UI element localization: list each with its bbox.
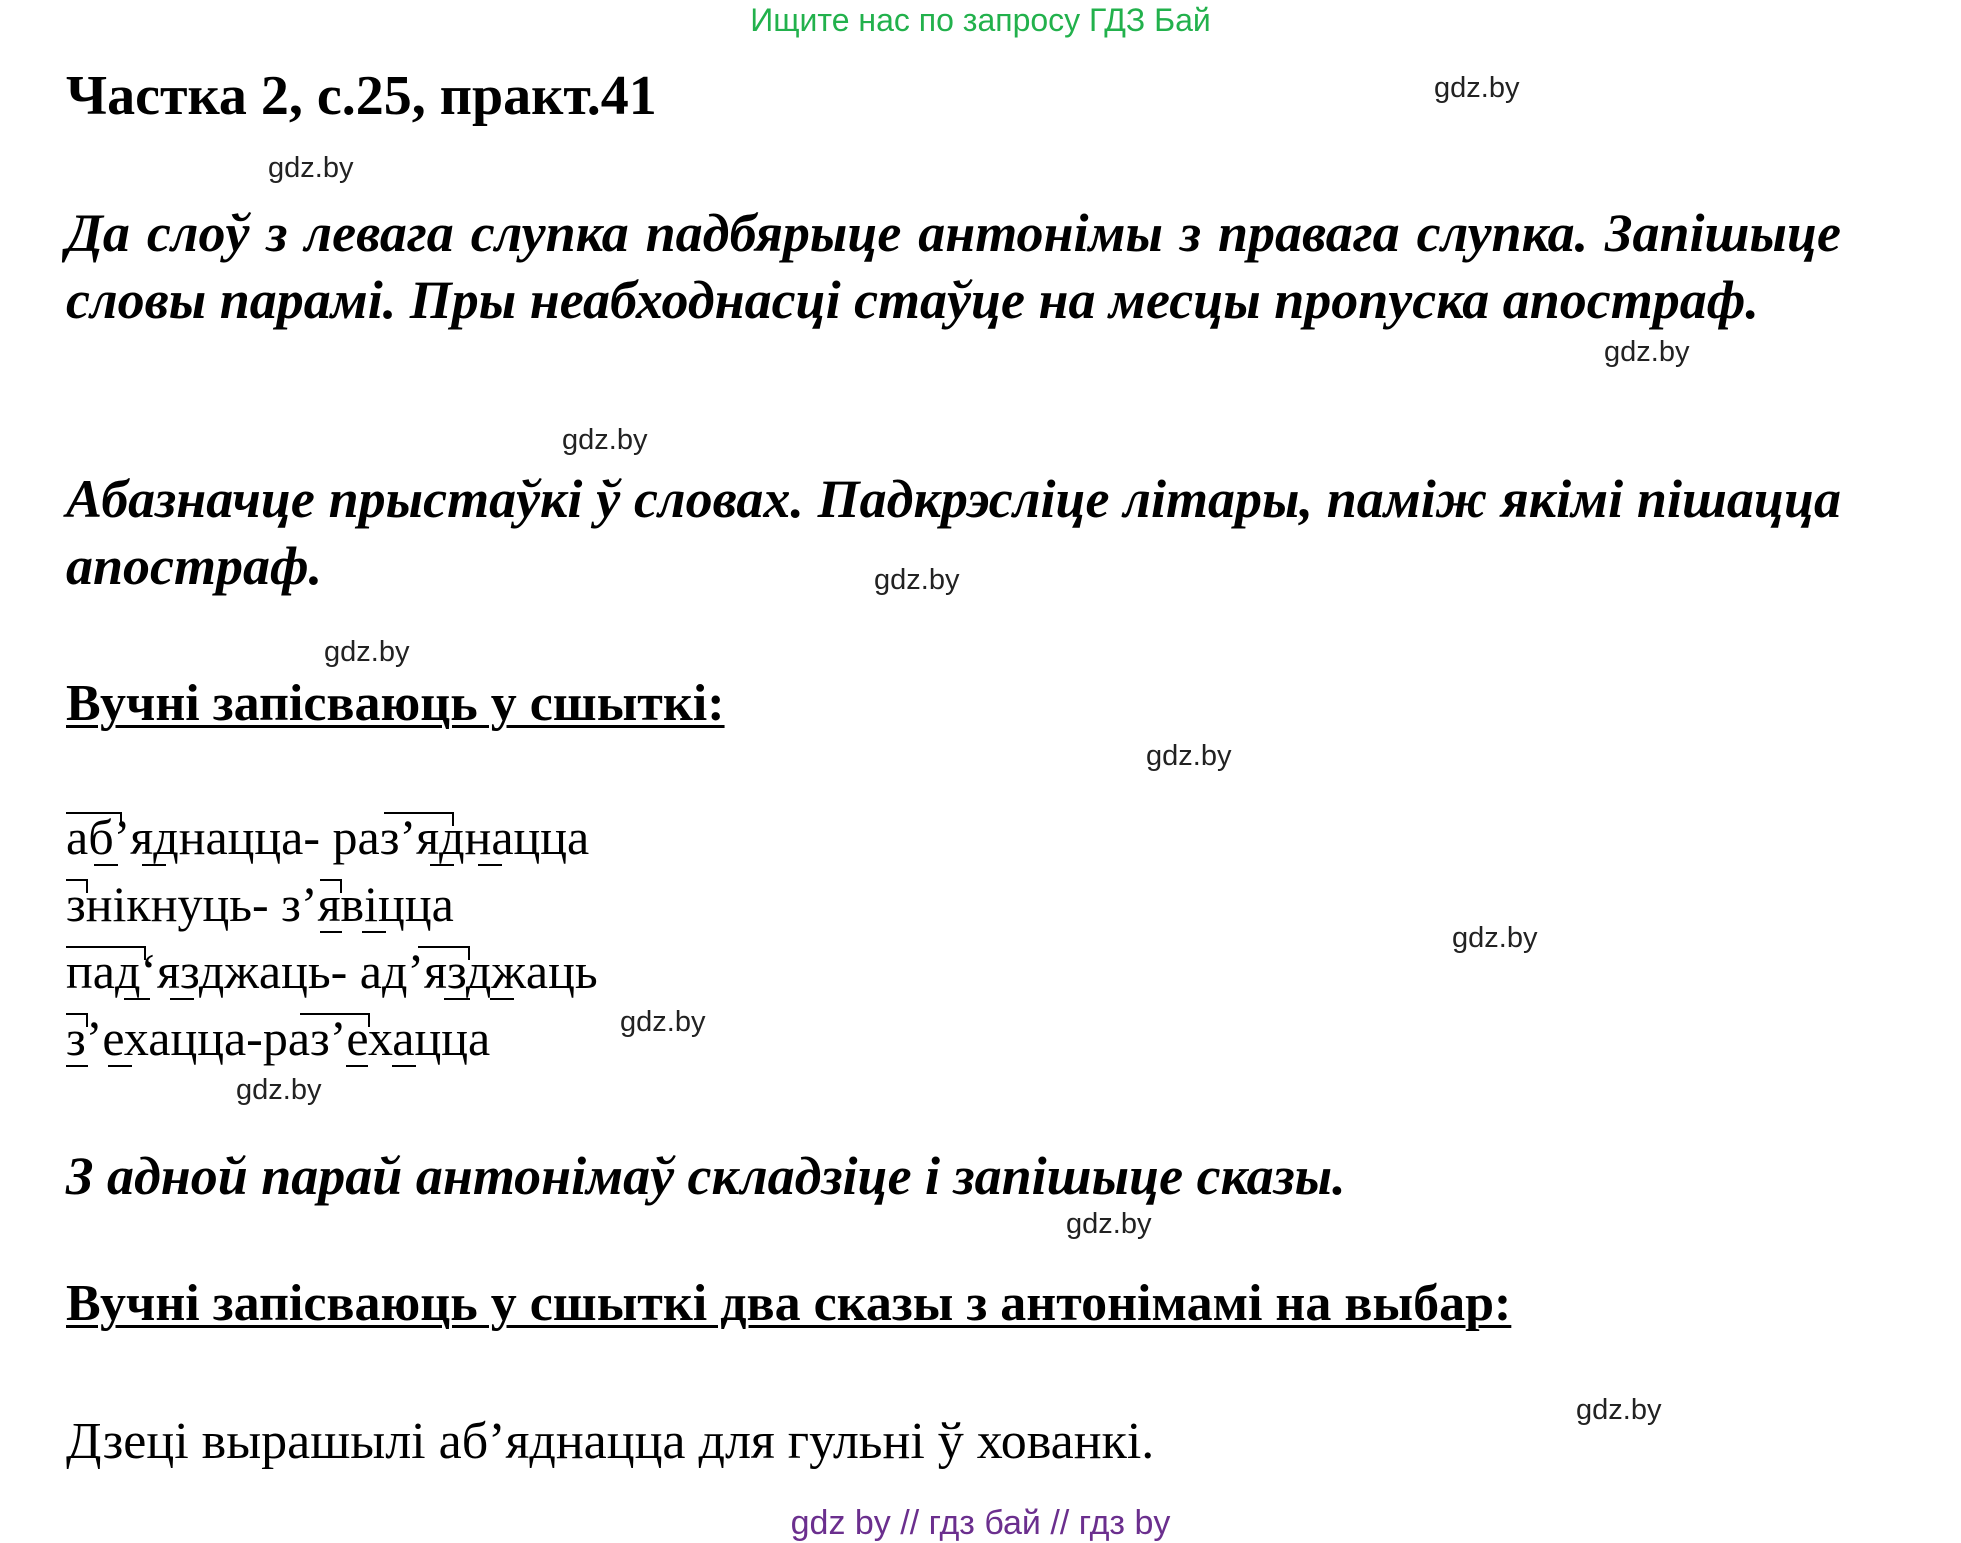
letter-underline [142, 864, 166, 866]
task-instruction-2: Абазначце прыстаўкі ў словах. Падкрэсліце літары, паміж якімі пішацца апостраф. [66, 469, 1841, 596]
task-instruction-3: З адной парай антонімаў складзіце і запішыце сказы. [66, 1146, 1346, 1206]
watermark: gdz.by [1146, 740, 1232, 772]
watermark: gdz.by [236, 1074, 322, 1106]
answer-sentence: Дзеці вырашылі аб’яднацца для гульні ў хованкі. [66, 1413, 1155, 1470]
watermark: gdz.by [1452, 922, 1538, 954]
letter-underline [170, 998, 194, 1000]
prefix-mark [418, 946, 470, 960]
word-pair-text: пад‘язджаць- ад’язджаць [66, 943, 598, 999]
letter-underline [444, 998, 470, 1000]
word-pair-2 [66, 871, 454, 938]
watermark: gdz.by [324, 636, 410, 668]
watermark: gdz.by [268, 152, 354, 184]
word-pair-text: знікнуць- з’явіцца [66, 876, 454, 932]
letter-underline [490, 998, 514, 1000]
prefix-mark [66, 946, 146, 960]
footer-watermark: gdz by // гдз бай // гдз by [790, 1504, 1171, 1542]
page-title: Частка 2, с.25, практ.41 [66, 65, 657, 127]
word-pair-text: з’ехацца-раз’ехацца [66, 1010, 491, 1066]
letter-underline [94, 864, 118, 866]
letter-underline [124, 998, 150, 1000]
letter-underline [478, 864, 502, 866]
answer-heading-1: Вучні запісваюць у сшыткі: [66, 675, 725, 732]
letter-underline [430, 864, 454, 866]
answer-heading-2: Вучні запісваюць у сшыткі два сказы з антонімамі на выбар: [66, 1275, 1512, 1332]
prefix-mark [384, 812, 454, 826]
word-pair-4 [66, 1005, 490, 1072]
letter-underline [66, 1065, 88, 1067]
letter-underline [320, 931, 342, 933]
letter-underline [392, 1065, 416, 1067]
watermark: gdz.by [1066, 1208, 1152, 1240]
watermark: gdz.by [1576, 1394, 1662, 1426]
search-banner: Ищите нас по запросу ГДЗ Бай [750, 2, 1211, 38]
letter-underline [346, 1065, 368, 1067]
word-pair-text: аб’яднацца- раз’яднацца [66, 809, 590, 865]
watermark: gdz.by [874, 564, 960, 596]
letter-underline [108, 1065, 132, 1067]
watermark: gdz.by [562, 424, 648, 456]
prefix-mark [66, 812, 122, 826]
prefix-mark [66, 879, 88, 893]
word-pair-1 [66, 804, 589, 871]
watermark: gdz.by [620, 1006, 706, 1038]
watermark: gdz.by [1604, 336, 1690, 368]
prefix-mark [320, 879, 342, 893]
watermark: gdz.by [1434, 72, 1520, 104]
prefix-mark [66, 1013, 88, 1027]
task-instruction-1: Да слоў з левага слупка падбярыце антонімы з правага слупка. Запішыце словы парамі. Пры неабходнасці стаўце на месцы пропуска апостраф. [66, 203, 1841, 330]
letter-underline [362, 931, 386, 933]
prefix-mark [300, 1013, 370, 1027]
